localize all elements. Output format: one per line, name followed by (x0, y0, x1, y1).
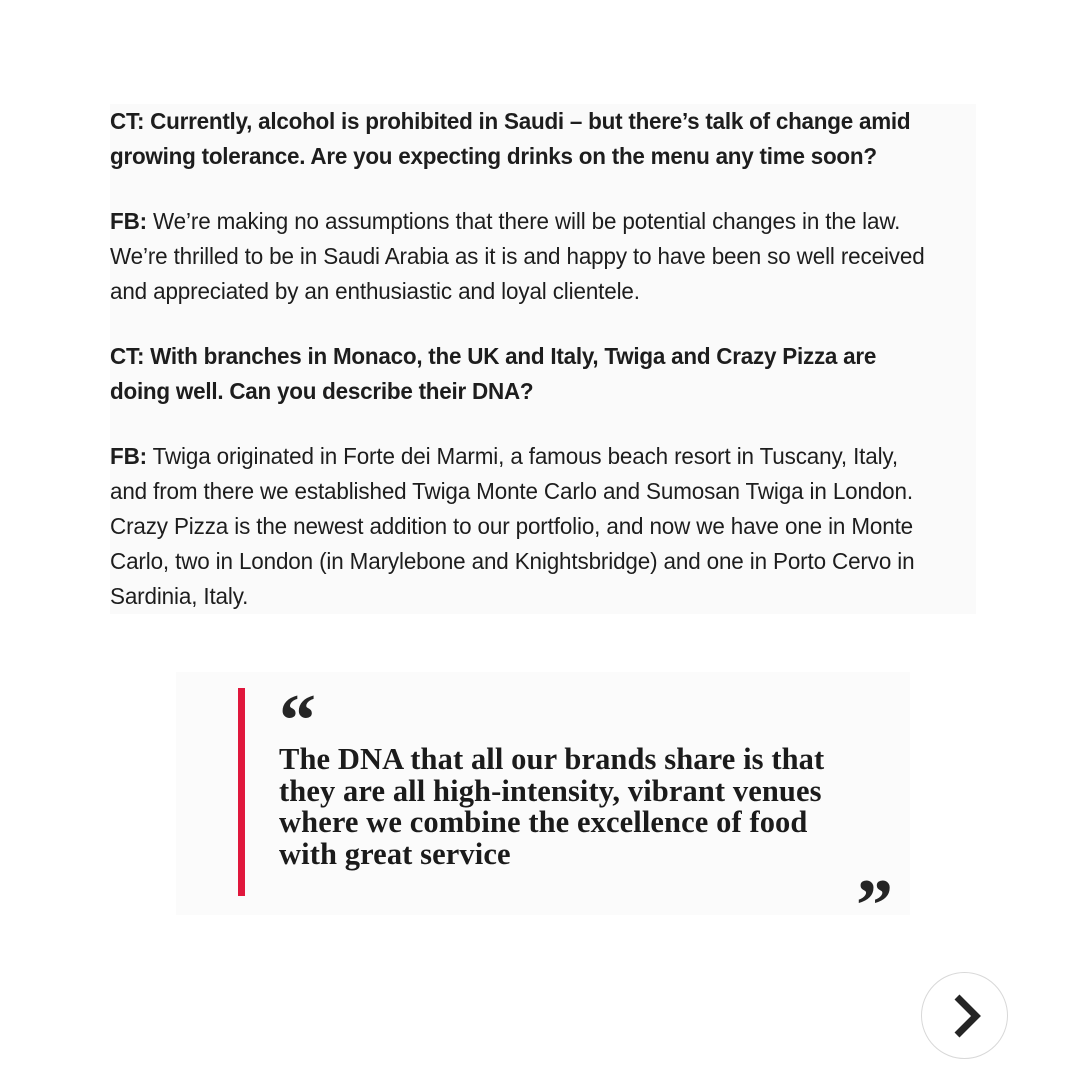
quote-close-wrapper (856, 865, 892, 947)
speaker-label: FB: (110, 443, 147, 469)
paragraph-text: Currently, alcohol is prohibited in Saudi – but there’s talk of change amid growing tolerance. Are you expecting drinks on the menu any time soon? (110, 108, 911, 169)
speaker-label: CT: (110, 343, 145, 369)
pull-quote-text: The DNA that all our brands share is that they are all high-intensity, vibrant venues where we combine the excellence of food with great service (279, 742, 825, 871)
speaker-label: CT: (110, 108, 145, 134)
qa-paragraph-answer-1 (110, 204, 937, 309)
qa-paragraph-question-1 (110, 104, 937, 174)
pull-quote-content (279, 680, 890, 871)
quote-open-icon: “ (279, 680, 315, 762)
speaker-label: FB: (110, 208, 147, 234)
chevron-right-icon (948, 993, 982, 1039)
paragraph-text: Twiga originated in Forte dei Marmi, a famous beach resort in Tuscany, Italy, and from there we established Twiga Monte Carlo and Sumosan Twiga in London. Crazy Pizza is the newest addition to our portfolio, and now we have one in Monte Carlo, two in London (in Marylebone and Knightsbridge) and one in Porto Cervo in Sardinia, Italy. (110, 443, 915, 609)
article-text-block (110, 104, 976, 614)
next-slide-button[interactable] (921, 972, 1008, 1059)
qa-paragraph-question-2 (110, 339, 937, 409)
paragraph-text: We’re making no assumptions that there will be potential changes in the law. We’re thrilled to be in Saudi Arabia as it is and happy to have been so well received and appreciated by an enthusiastic and loyal clientele. (110, 208, 925, 304)
paragraph-text: With branches in Monaco, the UK and Italy, Twiga and Crazy Pizza are doing well. Can you describe their DNA? (110, 343, 877, 404)
pull-quote-card (176, 672, 910, 947)
pull-quote-accent-bar (238, 688, 245, 896)
quote-close-icon: ” (856, 865, 892, 947)
qa-paragraph-answer-2 (110, 439, 937, 614)
